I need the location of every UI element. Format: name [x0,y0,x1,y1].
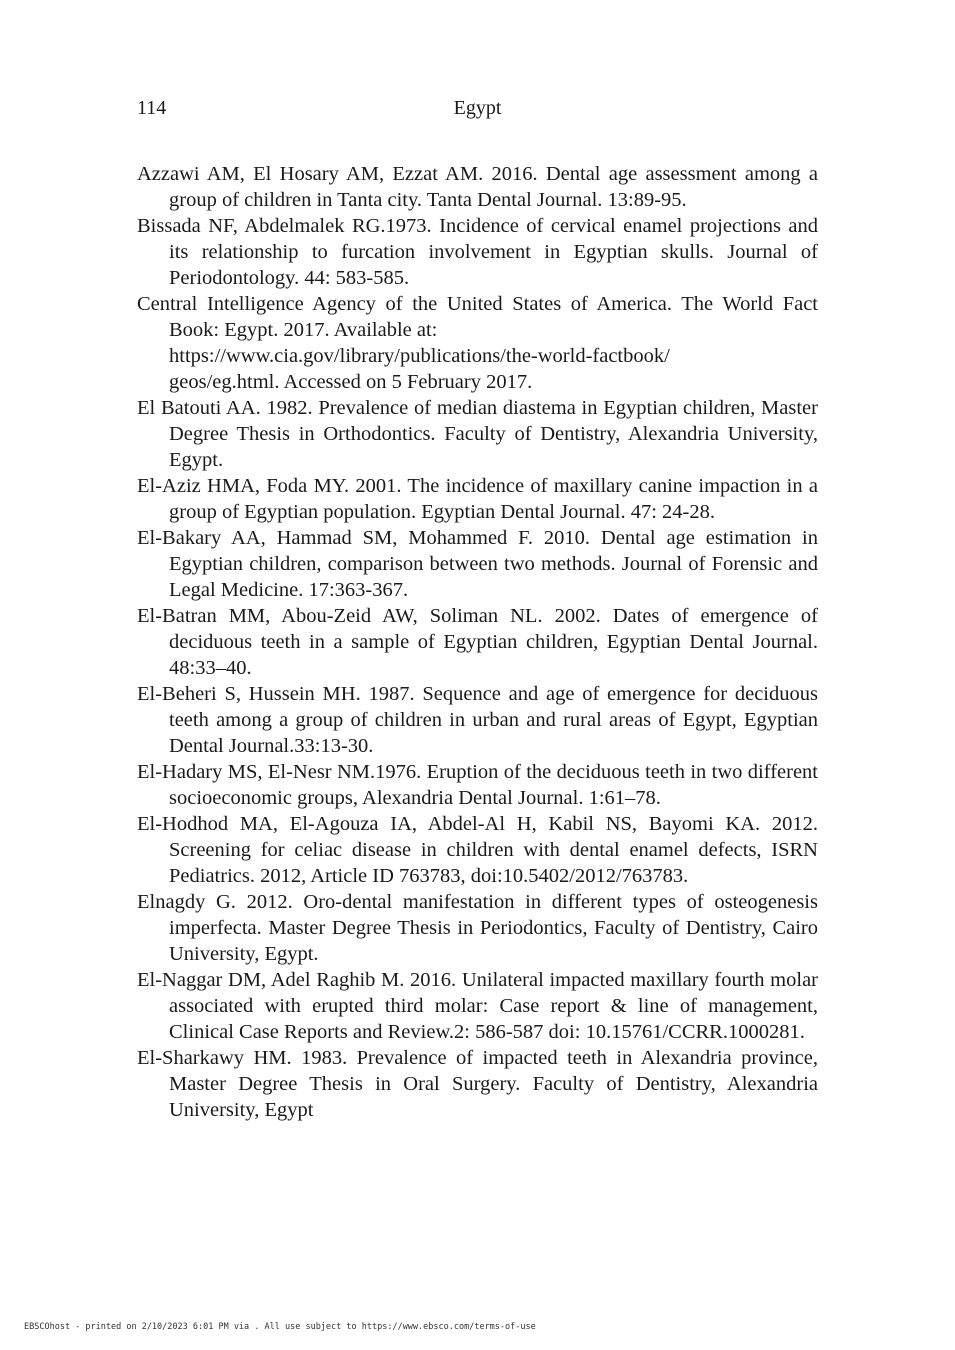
reference-entry [137,889,818,967]
reference-entry [137,1045,818,1123]
reference-url[interactable]: https://www.cia.gov/library/publications/the-world-factbook/ [169,345,670,367]
print-notice: EBSCOhost - printed on 2/10/2023 6:01 PM via . All use subject to https://www.ebsco.com/terms-of-use [24,1322,536,1332]
reference-text: Bissada NF, Abdelmalek RG.1973. Incidence of cervical enamel projections and its relationship to furcation involvement in Egyptian skulls. Journal of Periodontology. 44: 583-585. [137,215,818,289]
reference-text: El Batouti AA. 1982. Prevalence of median diastema in Egyptian children, Master Degree Thesis in Orthodontics. Faculty of Dentistry, Alexandria University, Egypt. [137,397,818,471]
reference-text: Azzawi AM, El Hosary AM, Ezzat AM. 2016. Dental age assessment among a group of children in Tanta city. Tanta Dental Journal. 13:89-95. [137,163,818,211]
reference-entry [137,967,818,1045]
reference-entry [137,759,818,811]
reference-entry [137,161,818,213]
reference-url-continued: geos/eg.html. Accessed on 5 February 2017. [169,371,533,393]
reference-text: El-Naggar DM, Adel Raghib M. 2016. Unilateral impacted maxillary fourth molar associated with erupted third molar: Case report & line of management, Clinical Case Reports and Review.2: 586-587 doi: 10.15761/CCRR.1000281. [137,969,818,1043]
reference-text: El-Aziz HMA, Foda MY. 2001. The incidence of maxillary canine impaction in a group of Egyptian population. Egyptian Dental Journal. 47: 24-28. [137,475,818,523]
running-title: Egypt [453,97,502,119]
reference-text: Central Intelligence Agency of the United States of America. The World Fact Book: Egypt. 2017. Available at: [137,293,818,341]
reference-list [137,161,818,1123]
reference-text: El-Hadary MS, El-Nesr NM.1976. Eruption of the deciduous teeth in two different socioeconomic groups, Alexandria Dental Journal. 1:61–78. [137,761,818,809]
reference-entry [137,681,818,759]
reference-text: El-Hodhod MA, El-Agouza IA, Abdel-Al H, Kabil NS, Bayomi KA. 2012. Screening for celiac disease in children with dental enamel defects, ISRN Pediatrics. 2012, Article ID 763783, doi:10.5402/2012/763783. [137,813,818,887]
reference-entry [137,473,818,525]
reference-entry [137,213,818,291]
reference-text: El-Batran MM, Abou-Zeid AW, Soliman NL. 2002. Dates of emergence of deciduous teeth in a sample of Egyptian children, Egyptian Dental Journal. 48:33–40. [137,605,818,679]
reference-text: El-Beheri S, Hussein MH. 1987. Sequence and age of emergence for deciduous teeth among a group of children in urban and rural areas of Egypt, Egyptian Dental Journal.33:13-30. [137,683,818,757]
reference-entry [137,811,818,889]
reference-entry [137,525,818,603]
reference-text: El-Bakary AA, Hammad SM, Mohammed F. 2010. Dental age estimation in Egyptian children, comparison between two methods. Journal of Forensic and Legal Medicine. 17:363-367. [137,527,818,601]
reference-text: Elnagdy G. 2012. Oro-dental manifestation in different types of osteogenesis imperfecta. Master Degree Thesis in Periodontics, Faculty of Dentistry, Cairo University, Egypt. [137,891,818,965]
reference-text: El-Sharkawy HM. 1983. Prevalence of impacted teeth in Alexandria province, Master Degree Thesis in Oral Surgery. Faculty of Dentistry, Alexandria University, Egypt [137,1047,818,1121]
reference-entry [137,603,818,681]
reference-entry [137,291,818,395]
reference-entry [137,395,818,473]
page-number: 114 [137,97,167,119]
